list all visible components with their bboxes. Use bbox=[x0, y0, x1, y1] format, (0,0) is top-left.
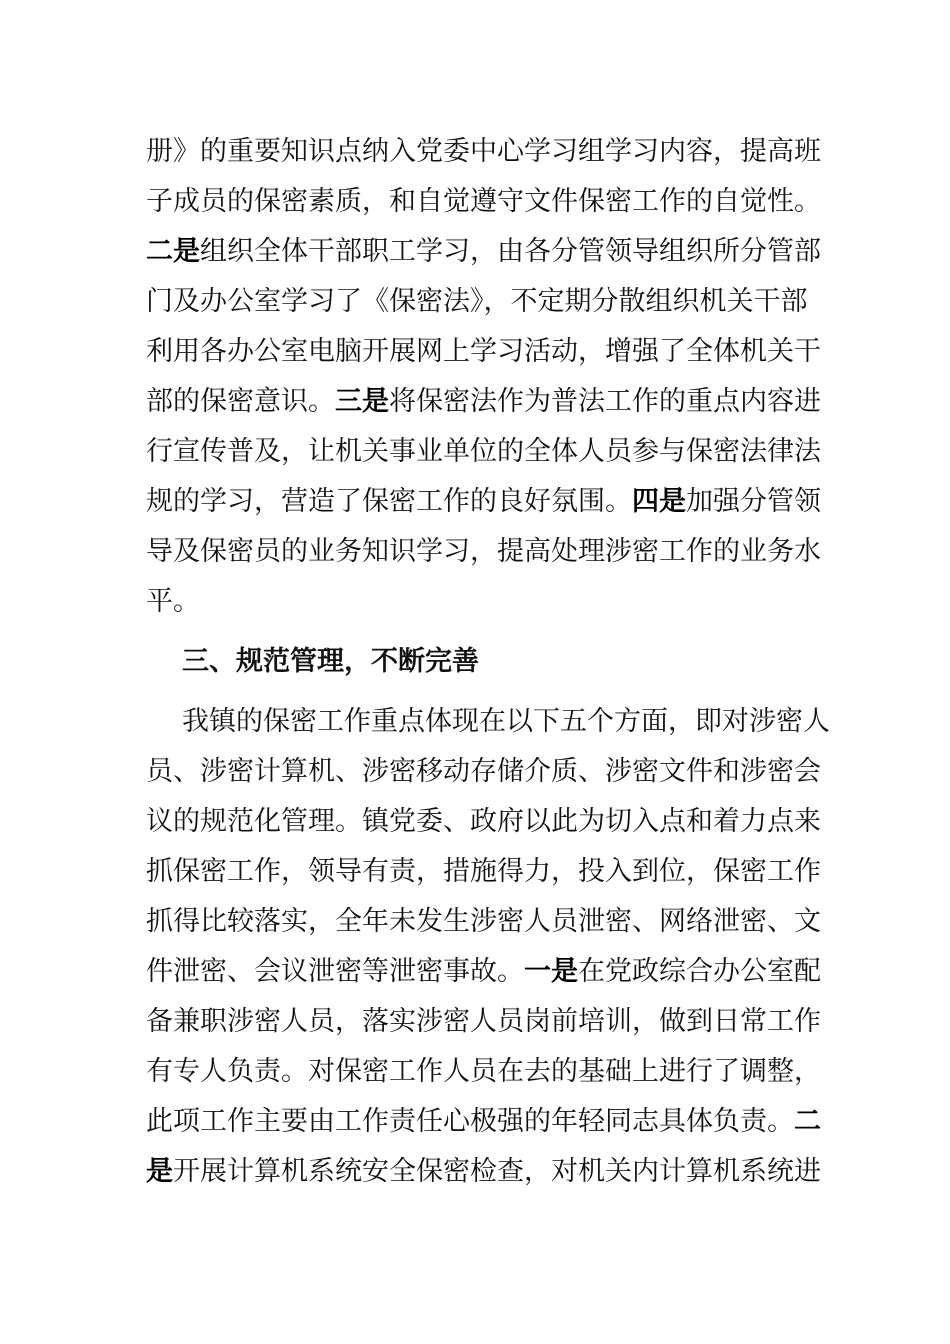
text-run: 加强分管领 bbox=[686, 486, 821, 517]
bold-keyword: 二是 bbox=[146, 236, 200, 267]
text-run: 子成员的保密素质，和自觉遵守文件保密工作的自觉性。 bbox=[146, 186, 821, 217]
text-line bbox=[146, 182, 821, 222]
text-run: 组织全体干部职工学习，由各分管领导组织所分管部 bbox=[200, 236, 821, 267]
text-run: 有专人负责。对保密工作人员在去的基础上进行了调整， bbox=[146, 1056, 821, 1087]
bold-keyword: 四是 bbox=[632, 486, 686, 517]
text-run: 抓得比较落实，全年未发生涉密人员泄密、网络泄密、文 bbox=[146, 906, 821, 937]
bold-keyword: 是 bbox=[146, 1156, 173, 1187]
text-line bbox=[146, 802, 821, 842]
text-run: 册》的重要知识点纳入党委中心学习组学习内容，提高班 bbox=[146, 136, 821, 167]
text-line bbox=[146, 902, 821, 942]
text-run: 规的学习，营造了保密工作的良好氛围。 bbox=[146, 486, 632, 517]
bold-keyword: 一是 bbox=[524, 956, 578, 987]
text-line bbox=[146, 1152, 821, 1192]
text-run: 开展计算机系统安全保密检查，对机关内计算机系统进 bbox=[173, 1156, 821, 1187]
text-line bbox=[146, 382, 821, 422]
text-line bbox=[146, 282, 806, 322]
text-line bbox=[146, 332, 821, 372]
text-run: 平。 bbox=[146, 586, 200, 617]
text-run: 将保密法作为普法工作的重点内容进 bbox=[389, 386, 821, 417]
text-line bbox=[146, 532, 821, 572]
text-line bbox=[146, 132, 821, 172]
text-run: 门及办公室学习了《保密法》，不定期分散组织机关干部 bbox=[146, 286, 808, 317]
text-run: 导及保密员的业务知识学习，提高处理涉密工作的业务水 bbox=[146, 536, 821, 567]
text-line bbox=[146, 852, 821, 892]
text-run: 部的保密意识。 bbox=[146, 386, 335, 417]
text-line bbox=[146, 482, 821, 522]
bold-keyword: 三是 bbox=[335, 386, 389, 417]
text-run: 在党政综合办公室配 bbox=[578, 956, 821, 987]
text-run: 抓保密工作，领导有责，措施得力，投入到位，保密工作 bbox=[146, 856, 821, 887]
text-line bbox=[146, 752, 821, 792]
text-line bbox=[146, 1002, 821, 1042]
text-run: 备兼职涉密人员，落实涉密人员岗前培训，做到日常工作 bbox=[146, 1006, 821, 1037]
text-line bbox=[146, 1102, 821, 1142]
text-line bbox=[146, 432, 821, 472]
text-run: 我镇的保密工作重点体现在以下五个方面，即对涉密人 bbox=[182, 706, 830, 737]
bold-keyword: 二 bbox=[794, 1106, 821, 1137]
text-run: 行宣传普及，让机关事业单位的全体人员参与保密法律法 bbox=[146, 436, 821, 467]
text-run: 件泄密、会议泄密等泄密事故。 bbox=[146, 956, 524, 987]
text-line bbox=[146, 582, 806, 622]
text-line bbox=[146, 232, 821, 272]
text-run: 议的规范化管理。镇党委、政府以此为切入点和着力点来 bbox=[146, 806, 821, 837]
text-line bbox=[146, 952, 821, 992]
text-run: 利用各办公室电脑开展网上学习活动，增强了全体机关干 bbox=[146, 336, 821, 367]
section-heading: 三、规范管理，不断完善 bbox=[182, 646, 479, 677]
text-line bbox=[182, 702, 830, 742]
text-run: 员、涉密计算机、涉密移动存储介质、涉密文件和涉密会 bbox=[146, 756, 821, 787]
text-line bbox=[146, 1052, 821, 1092]
text-run: 此项工作主要由工作责任心极强的年轻同志具体负责。 bbox=[146, 1106, 794, 1137]
